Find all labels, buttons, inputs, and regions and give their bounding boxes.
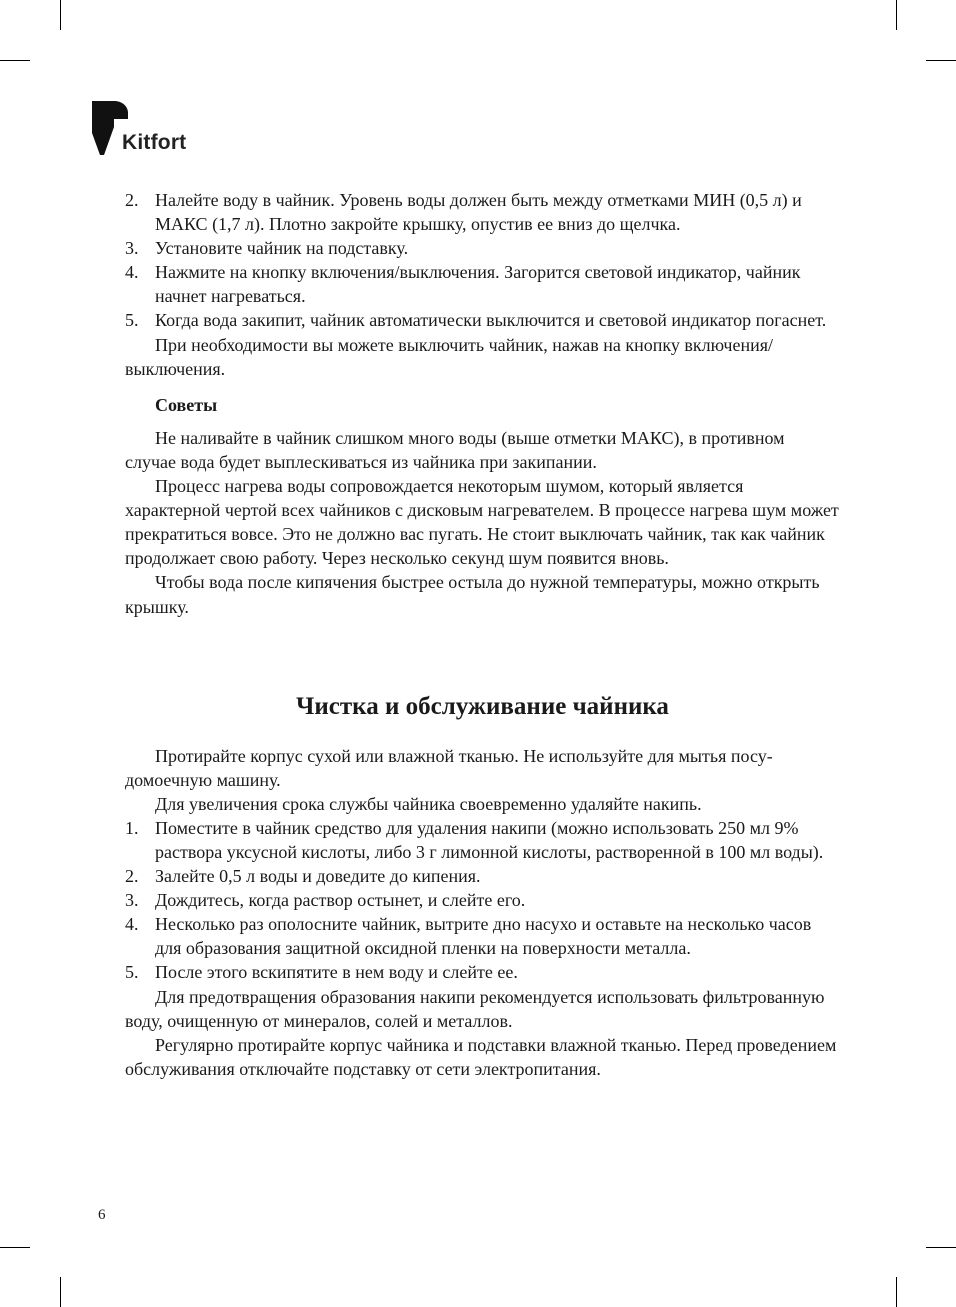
list-item: 5. После этого вскипятите в нем воду и слейте ее. xyxy=(125,962,518,983)
kitfort-logo xyxy=(92,101,212,157)
tips-paragraph: Не наливайте в чайник слишком много воды (выше отметки МАКС), в противном случае вода будет выплескиваться из чайника при закипании. xyxy=(125,427,785,472)
cleaning-outro: Для предотвращения образования накипи рекомендуется использовать фильтрованную воду, очищенную от минералов, солей и металлов. xyxy=(125,986,825,1031)
list-item: 2. Налейте воду в чайник. Уровень воды должен быть между отметками МИН (0,5 л) и МАКС (1,7 л). Плотно закройте крышку, опустив ее вниз до щелчка. xyxy=(125,190,802,235)
page-number: 6 xyxy=(98,1207,106,1223)
page-content xyxy=(125,188,840,1081)
tips-heading: Советы xyxy=(155,394,218,415)
crop-mark-bottom-right-v xyxy=(896,1277,897,1307)
brand-name: Kitfort xyxy=(122,131,187,154)
cleaning-intro: Для увеличения срока службы чайника своевременно удаляйте накипь. xyxy=(155,793,702,814)
list-item: 2. Залейте 0,5 л воды и доведите до кипения. xyxy=(125,866,481,887)
list-item: 1. Поместите в чайник средство для удаления накипи (можно использовать 250 мл 9% раствора уксусной кислоты, либо 3 г лимонной кислоты, растворенной в 100 мл воды). xyxy=(125,817,824,862)
list-item: 4. Несколько раз ополосните чайник, вытрите дно насухо и оставьте на несколько часов для образования защитной оксидной пленки на поверхности металла. xyxy=(125,914,812,959)
steps-part1 xyxy=(125,188,840,333)
crop-mark-top-left-h xyxy=(0,60,30,61)
list-item: 3. Установите чайник на подставку. xyxy=(125,238,409,259)
list-item: 3. Дождитесь, когда раствор остынет, и слейте его. xyxy=(125,890,526,911)
tips-paragraph: Чтобы вода после кипячения быстрее остыла до нужной температуры, можно открыть крышку. xyxy=(125,572,820,617)
crop-mark-bottom-left-v xyxy=(60,1277,61,1307)
cleaning-steps xyxy=(125,816,840,985)
tips-paragraph: Процесс нагрева воды сопровождается некоторым шумом, который является характерной чертой всех чайников с дисковым нагревателем. В процессе нагрева шум может прекратиться вовсе. Это не должно вас пугать. Не стоит выключать чайник, так как чайник продолжает свою работу. Через несколько секунд шум появится вновь. xyxy=(125,476,839,569)
section-title: Чистка и обслуживание чайника xyxy=(296,692,669,720)
crop-mark-top-right-v xyxy=(896,0,897,30)
crop-mark-top-right-h xyxy=(926,60,956,61)
crop-mark-bottom-left-h xyxy=(0,1247,30,1248)
note-paragraph: При необходимости вы можете выключить чайник, нажав на кнопку включения/выключения. xyxy=(125,334,773,379)
crop-mark-top-left-v xyxy=(60,0,61,30)
cleaning-outro: Регулярно протирайте корпус чайника и подставки влажной тканью. Перед проведением обслуживания отключайте подставку от сети электропитания. xyxy=(125,1034,837,1079)
crop-mark-bottom-right-h xyxy=(926,1247,956,1248)
list-item: 4. Нажмите на кнопку включения/выключения. Загорится световой индикатор, чайник начнет нагреваться. xyxy=(125,262,801,307)
list-item: 5. Когда вода закипит, чайник автоматически выключится и световой индикатор погаснет. xyxy=(125,310,827,331)
cleaning-intro: Протирайте корпус сухой или влажной тканью. Не используйте для мытья посудомоечную машину. xyxy=(125,745,773,790)
